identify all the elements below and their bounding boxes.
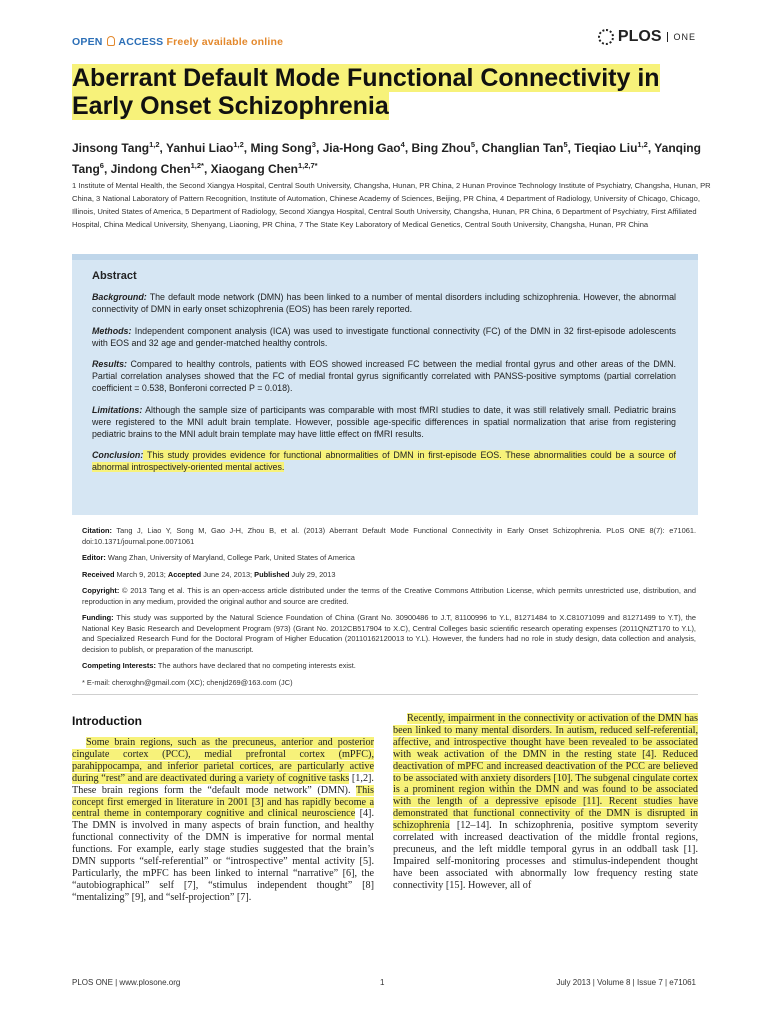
citation: [82, 526, 696, 547]
author-name: Changlian Tan: [481, 141, 564, 155]
methods-text: Independent component analysis (ICA) was used to investigate functional connectivity (FC) of the DMN in 32 first-episode adolescents with EOS and 32 age and gender-matched healthy controls.: [92, 325, 676, 348]
published-label: Published: [254, 569, 290, 579]
highlight-1: Some brain regions, such as the precuneus, anterior and posterior cingulate cortex (PCC), medial prefrontal cortex (mPFC), parahippocampa, and inferior parietal cortices, are particularly active during “rest” and are deactivated during a variety of cognitive tasks: [72, 737, 374, 784]
conclusion-label: Conclusion:: [92, 450, 144, 461]
author-affiliation-marker: 1,2: [233, 140, 244, 149]
results-label: Results:: [92, 359, 128, 370]
plos-wordmark: PLOS: [617, 28, 662, 45]
citation-label: Citation:: [82, 526, 112, 535]
conclusion-text: This study provides evidence for functional abnormalities of DMN in first-episode EOS. These abnormalities could be a source of abnormal introspectively-oriented mental actives.: [92, 450, 676, 473]
page-number: 1: [380, 978, 385, 987]
editor-text: Wang Zhan, University of Maryland, College Park, United States of America: [105, 553, 355, 562]
footer-issue: July 2013 | Volume 8 | Issue 7 | e71061: [556, 978, 696, 987]
copyright-text: © 2013 Tang et al. This is an open-access article distributed under the terms of the Creative Commons Attribution License, which permits unrestricted use, distribution, and reproduction in any medium, provided the original author and source are credited.: [82, 586, 696, 606]
author-name: Yanqing Tang: [72, 141, 701, 176]
author-name: Yanhui Liao: [166, 141, 234, 155]
author-name: Jinsong Tang: [72, 141, 150, 155]
citation-text[interactable]: Tang J, Liao Y, Song M, Gao J-H, Zhou B, et al. (2013) Aberrant Default Mode Functional Connectivity in Early Onset Schizophrenia. PLoS ONE 8(7): e71061. doi:10.1371/journal.pone.0071061: [82, 526, 696, 546]
author-affiliation-marker: 3: [311, 140, 316, 149]
author-affiliation-marker: 5: [470, 140, 475, 149]
results-text: Compared to healthy controls, patients with EOS showed increased FC between the medial frontal gyrus and other areas of the DMN. Partial correlation analyses showed that the FC of medial frontal gyrus significantly correlated with PANSS-positive symptoms (partial correlation coefficient = 0.538, Bonferoni corrected P = 0.018).: [92, 359, 676, 394]
email-line[interactable]: * E-mail: chenxghn@gmail.com (XC); chenjd269@163.com (JC): [82, 677, 293, 687]
funding: [82, 613, 696, 655]
published-date: July 29, 2013: [289, 569, 336, 579]
intro-left-column: [72, 737, 374, 904]
article-title: [72, 64, 702, 120]
abstract-results: [92, 358, 676, 395]
article-title-text: Aberrant Default Mode Functional Connectivity in Early Onset Schizophrenia: [72, 64, 660, 120]
intro-text-1: [1,2]. These brain regions form the “default mode network” (DMN).: [72, 772, 374, 796]
copyright: [82, 586, 696, 607]
footer-journal[interactable]: PLOS ONE | www.plosone.org: [72, 978, 181, 987]
author-name: Ming Song: [250, 141, 312, 155]
author-affiliation-marker: 6: [99, 161, 104, 170]
abstract-methods: [92, 325, 676, 349]
author-affiliation-marker: 1,2: [637, 140, 648, 149]
author-list: Jinsong Tang$^{1,2}$, Yanhui Liao$^{1,2}$, Ming Song$^3$, Jia-Hong Gao$^4$, Bing Zhou$^5$, Changlian Tan$^5$, Tieqiao Liu$^{1,2}$, Yanqing Tang$^6$, Jindong Chen$^{1,2*}$, Xiaogang Chen$^{1,2,7*}$: [72, 140, 701, 176]
open-access-banner: [72, 36, 283, 48]
received-date: March 9, 2013;: [114, 569, 168, 579]
citation-block: [82, 526, 696, 694]
affiliations: 1 Institute of Mental Health, the Second Xiangya Hospital, Central South University, Changsha, Hunan, PR China, 2 Hunan Province Technology Institute of Psychiatry, Changsha, Hunan, PR China, 3 National Laboratory of Pattern Recognition, Institute of Automation, Chinese Academy of Sciences, Beijing, PR China, 4 Department of Radiology, University of Chicago, Chicago, Illinois, United States of America, 5 Department of Radiology, Second Xiangya Hospital, Central South University, Changsha, Hunan, PR China, 6 Department of Psychiatry, First Affiliated Hospital, China Medical University, Shenyang, Liaoning, PR China, 7 The State Key Laboratory of Medical Genetics, Central South University, Changsha, Hunan, PR China: [72, 181, 711, 229]
funding-text: This study was supported by the Natural Science Foundation of China (Grant No. 30900486 to J.T, 81100996 to Y.L, 81271484 to X.C81071099 and 81271499 to Y.T), the National Key Basic Research and Development Program (973) (Grant No. 2012CB517904 to X.C), Central Colleges basic scientific research operating expenses (2011QNZT170 to Y.L), and Specialized Research Fund for the Doctoral Program of Higher Education (20110162120013 to Y.L). However, the funders had no role in study design, data collection and analysis, decision to publish, or preparation of the manuscript.: [82, 613, 696, 654]
author-affiliation-marker: 1,2*: [190, 161, 204, 170]
divider: [72, 694, 698, 695]
abstract-box: [72, 254, 698, 515]
open-label: OPEN: [72, 36, 103, 48]
abstract-conclusion: [92, 449, 676, 473]
funding-label: Funding:: [82, 613, 114, 622]
intro-text-2: [4]. The DMN is involved in many aspects of brain function, and healthy functional connectivity of the DMN is imperative for normal mental functions. For example, early stage studies suggested that the brain’s DMN supports “self-referential” or “introspective” mental activity [5]. Particularly, the mPFC has been linked to internal “narrative” [6], the “autobiographical” self [7], “stimulus independent thought” [8] “mentalizing” [9], and “self-projection” [7].: [72, 808, 374, 903]
background-label: Background:: [92, 292, 147, 303]
author-affiliation-marker: 1,2: [149, 140, 160, 149]
author-name: Bing Zhou: [411, 141, 471, 155]
author-affiliation-marker: 4: [400, 140, 405, 149]
limitations-label: Limitations:: [92, 404, 143, 415]
copyright-label: Copyright:: [82, 586, 120, 595]
access-label: ACCESS: [118, 36, 164, 48]
received-label: Received: [82, 569, 115, 579]
abstract-background: [92, 291, 676, 315]
author-name: Xiaogang Chen: [210, 162, 298, 176]
author-affiliation-marker: 5: [563, 140, 568, 149]
freely-available-label: Freely available online: [166, 36, 284, 48]
plos-one-logo: [598, 28, 696, 46]
background-text: The default mode network (DMN) has been linked to a number of mental disorders including schizophrenia. However, the abnormal connectivity of DMN in early onset schizophrenia (EOS) has been rarely reported.: [92, 292, 676, 315]
abstract-limitations: [92, 404, 676, 441]
editor: [82, 553, 696, 564]
competing-text: The authors have declared that no competing interests exist.: [155, 661, 356, 670]
accepted-label: Accepted: [167, 569, 202, 579]
intro-text-3: [12–14]. In schizophrenia, positive symptom severity correlated with increased deactivation of the middle frontal regions, precuneus, and the left middle temporal gyrus in an oddball task [1]. Impaired self-monitoring processes and stimulus-independent thought have been associated with abnormally low frequency resting state connectivity [15]. However, all of: [393, 820, 698, 891]
editor-label: Editor:: [82, 553, 106, 562]
one-wordmark: ONE: [667, 32, 696, 42]
limitations-text: Although the sample size of participants was comparable with most fMRI studies to date, it was still relatively small. Pediatric brains were registered to the MNI adult brain template. However, possible age-specific differences in spatial normalization that arise from registering pediatric brains to the MNI adult brain template may have little effect on fMRI results.: [92, 404, 676, 440]
abstract-heading: Abstract: [92, 270, 137, 282]
competing-interests: [82, 661, 696, 672]
author-name: Jindong Chen: [110, 162, 191, 176]
author-name: Tieqiao Liu: [574, 141, 638, 155]
dates: [82, 570, 696, 581]
introduction-heading: Introduction: [72, 714, 142, 728]
competing-label: Competing Interests:: [82, 661, 156, 670]
author-name: Jia-Hong Gao: [322, 141, 401, 155]
methods-label: Methods:: [92, 325, 132, 336]
plos-logo-icon: [598, 29, 614, 45]
accepted-date: June 24, 2013;: [201, 569, 255, 579]
highlight-2: This concept first emerged in literature in 2001 [3] and has rapidly become a central theme in contemporary cognitive and clinical neuroscience: [72, 784, 374, 820]
intro-right-column: [393, 713, 698, 892]
open-lock-icon: [107, 36, 115, 46]
highlight-3: Recently, impairment in the connectivity or activation of the DMN has been linked to many mental disorders. In autism, reduced self-referential, affective, and introspective thought have been revealed to be associated with weak activation of the DMN in the resting state [4]. Reduced deactivation of mPFC and increased deactivation of the PCC are believed to be associated with anxiety disorders [10]. The subgenal cingulate cortex is a prominent region within the DMN and was found to be associated with the length of a depressive episode [11]. Recent studies have demonstrated that functional connectivity of the DMN is disrupted in schizophrenia: [393, 713, 698, 832]
author-affiliation-marker: 1,2,7*: [298, 161, 318, 170]
